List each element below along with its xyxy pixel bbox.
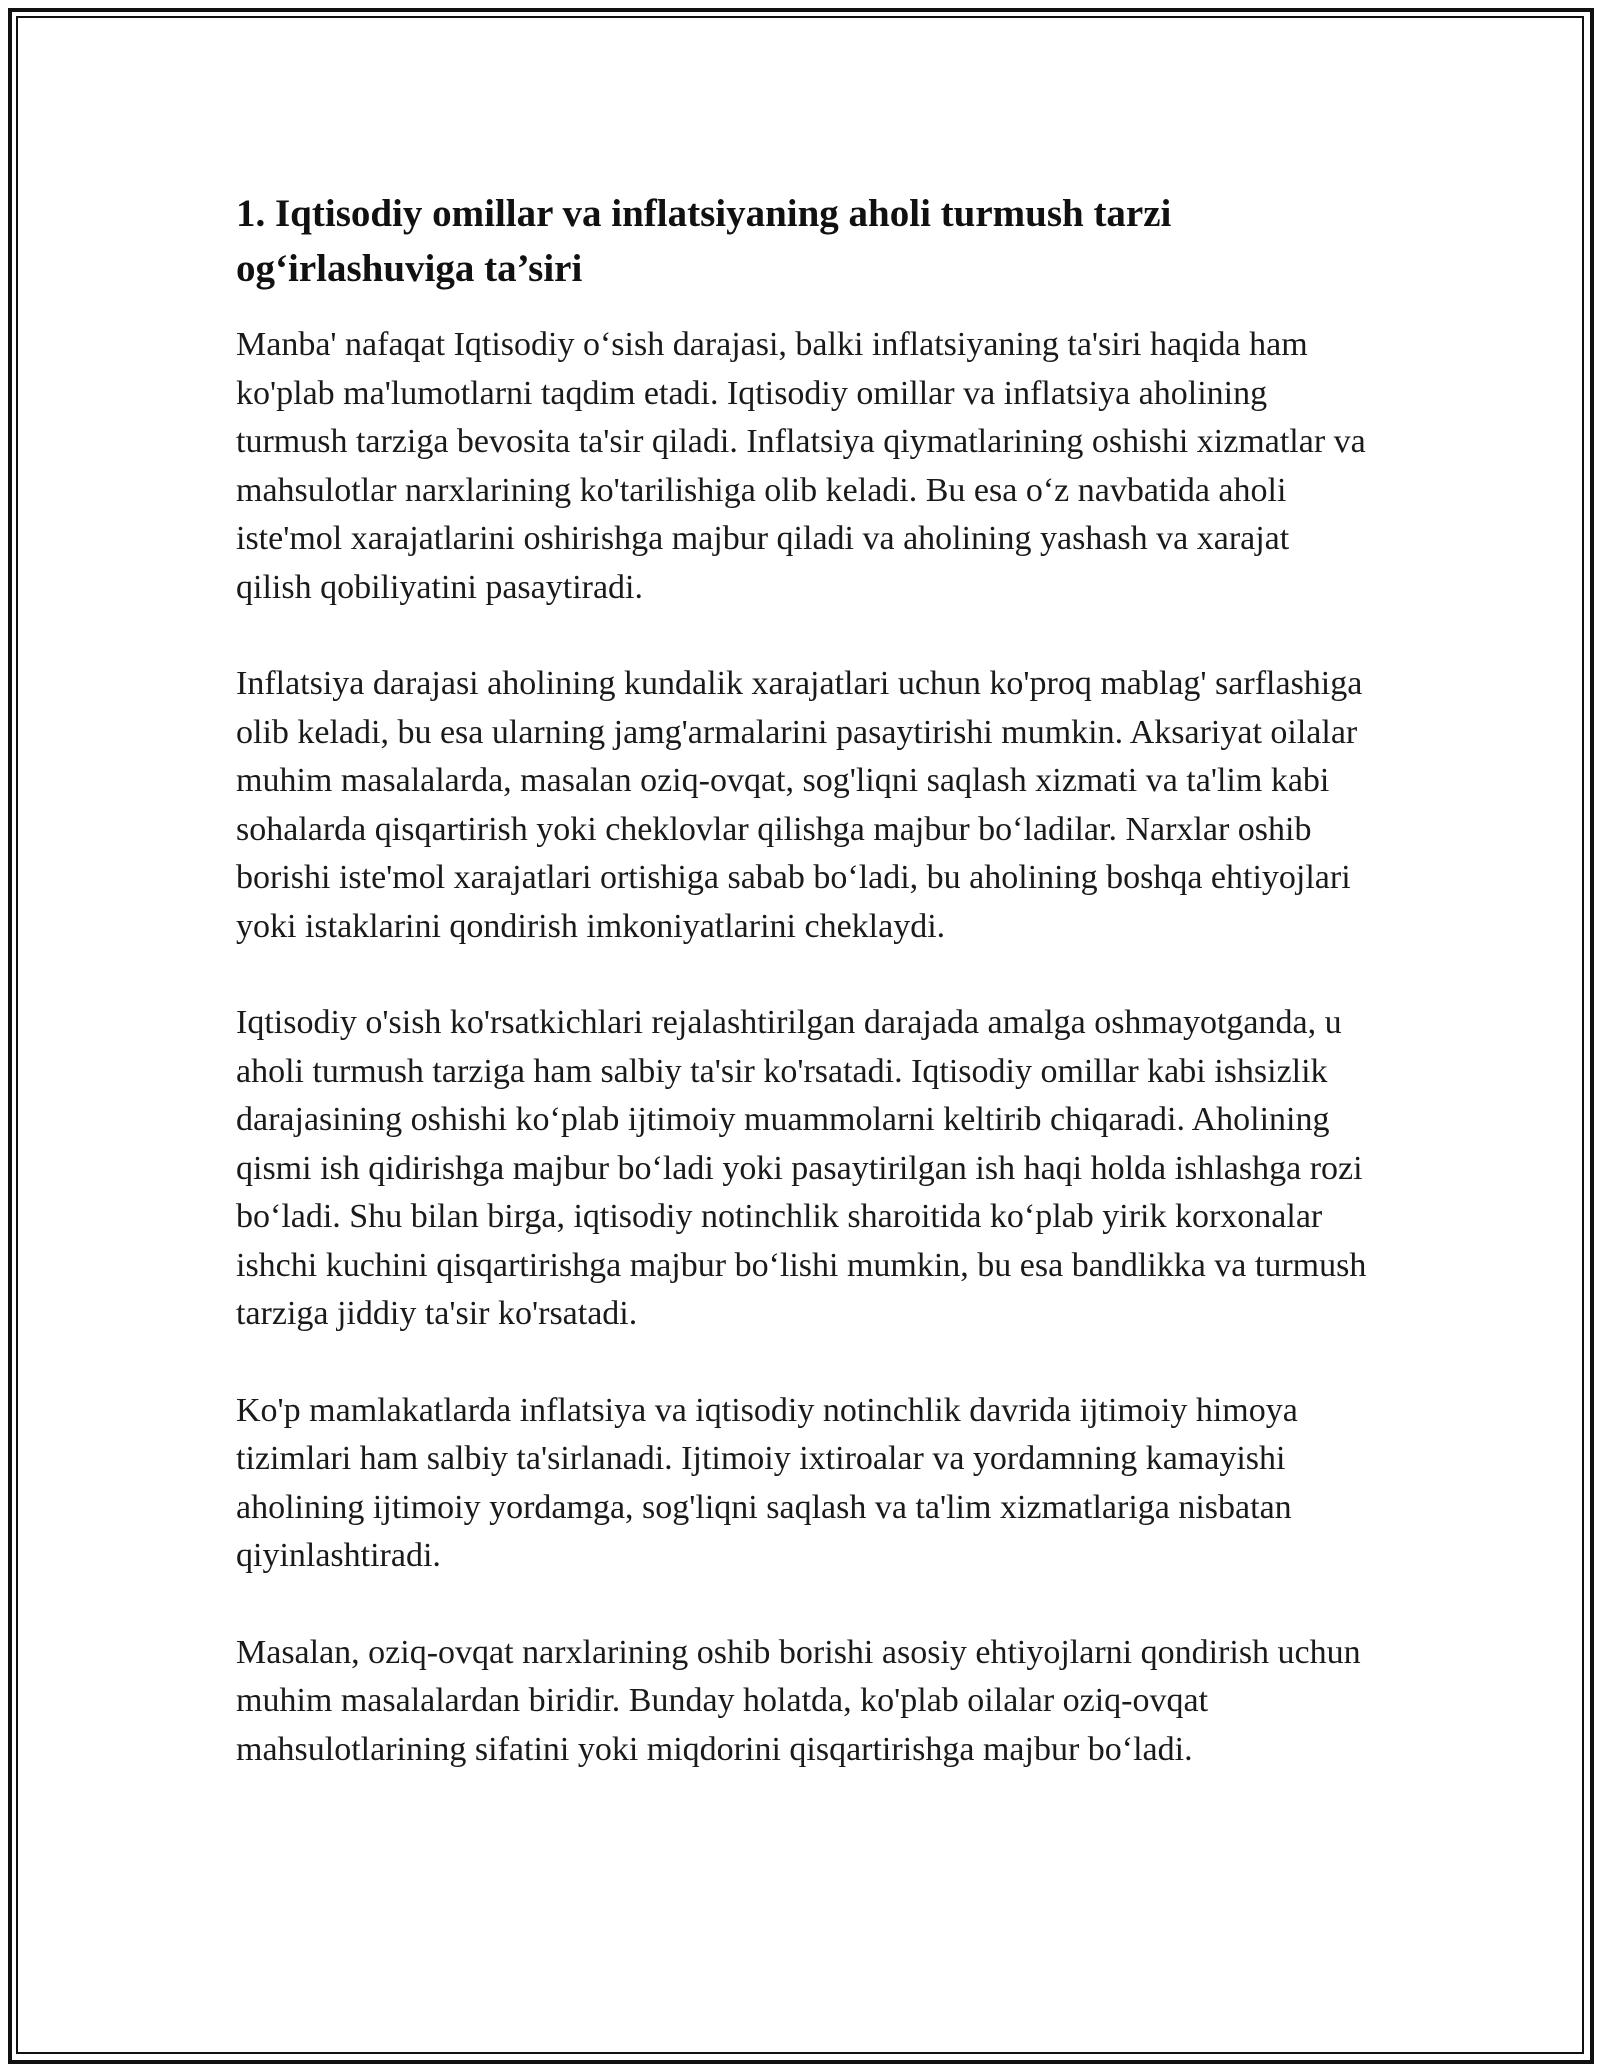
document-body (236, 186, 1371, 1822)
section-heading: 1. Iqtisodiy omillar va inflatsiyaning aholi turmush tarzi og‘irlashuviga ta’siri (236, 192, 1172, 290)
paragraph-2: Inflatsiya darajasi aholining kundalik xarajatlari uchun ko'proq mablag' sarflashiga olib keladi, bu esa ularning jamg'armalarini pasaytirishi mumkin. Aksariyat oilalar muhim masalalarda, masalan oziq-ovqat, sog'liqni saqlash xizmati va ta'lim kabi sohalarda qisqartirish yoki cheklovlar qilishga majbur bo‘ladilar. Narxlar oshib borishi iste'mol xarajatlari ortishiga sabab bo‘ladi, bu aholining boshqa ehtiyojlari yoki istaklarini qondirish imkoniyatlarini cheklaydi. (236, 665, 1363, 945)
paragraph-1: Manba' nafaqat Iqtisodiy o‘sish darajasi, balki inflatsiyaning ta'siri haqida ham ko'plab ma'lumotlarni taqdim etadi. Iqtisodiy omillar va inflatsiya aholining turmush tarziga bevosita ta'sir qiladi. Inflatsiya qiymatlarining oshishi xizmatlar va mahsulotlar narxlarining ko'tarilishiga olib keladi. Bu esa o‘z navbatida aholi iste'mol xarajatlarini oshirishga majbur qiladi va aholining yashash va xarajat qilish qobiliyatini pasaytiradi. (236, 326, 1366, 606)
paragraph-5: Masalan, oziq-ovqat narxlarining oshib borishi asosiy ehtiyojlarni qondirish uchun muhim masalalardan biridir. Bunday holatda, ko'plab oilalar oziq-ovqat mahsulotlarining sifatini yoki miqdorini qisqartirishga majbur bo‘ladi. (236, 1633, 1361, 1768)
paragraph-4: Ko'p mamlakatlarda inflatsiya va iqtisodiy notinchlik davrida ijtimoiy himoya tizimlari ham salbiy ta'sirlanadi. Ijtimoiy ixtiroalar va yordamning kamayishi aholining ijtimoiy yordamga, sog'liqni saqlash va ta'lim xizmatlariga nisbatan qiyinlashtiradi. (236, 1391, 1298, 1574)
paragraph-3: Iqtisodiy o'sish ko'rsatkichlari rejalashtirilgan darajada amalga oshmayotganda, u aholi turmush tarziga ham salbiy ta'sir ko'rsatadi. Iqtisodiy omillar kabi ishsizlik darajasining oshishi ko‘plab ijtimoiy muammolarni keltirib chiqaradi. Aholining qismi ish qidirishga majbur bo‘ladi yoki pasaytirilgan ish haqi holda ishlashga rozi bo‘ladi. Shu bilan birga, iqtisodiy notinchlik sharoitida ko‘plab yirik korxonalar ishchi kuchini qisqartirishga majbur bo‘lishi mumkin, bu esa bandlikka va turmush tarziga jiddiy ta'sir ko'rsatadi. (236, 1004, 1367, 1332)
